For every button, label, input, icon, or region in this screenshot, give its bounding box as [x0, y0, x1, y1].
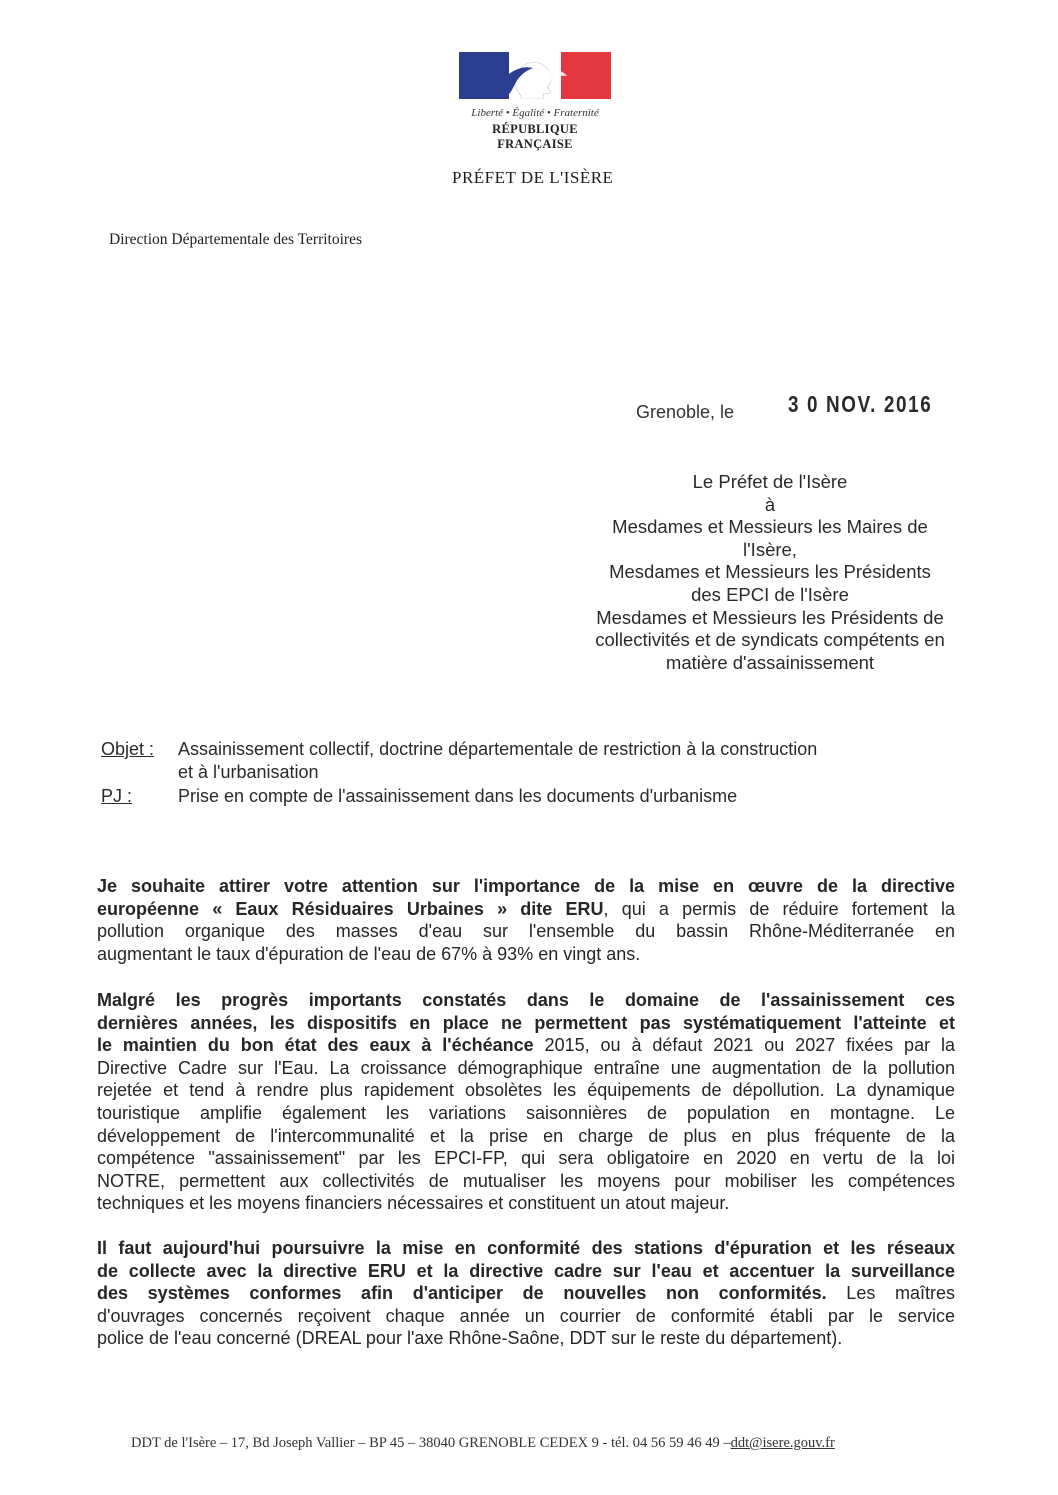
recipient-line: collectivités et de syndicats compétents en — [595, 629, 945, 651]
recipients-block — [560, 471, 980, 674]
subject-label: Objet : — [101, 739, 155, 759]
republic-name: RÉPUBLIQUE FRANÇAISE — [492, 122, 578, 151]
line-rest: , qui a permis de réduire fortement la — [603, 898, 955, 919]
recipient-line: Mesdames et Messieurs les Présidents de — [596, 606, 944, 628]
paragraph-line: techniques et les moyens financiers nécessaires et constituent un atout majeur. — [97, 1193, 730, 1214]
bold-phrase: européenne « Eaux Résiduaires Urbaines » dite ERU — [97, 898, 604, 919]
paragraph-line: d'ouvrages concernés reçoivent chaque année un courrier de conformité établi par le service — [97, 1305, 955, 1326]
recipient-line: l'Isère, — [743, 538, 797, 560]
recipient-line: Mesdames et Messieurs les Maires de — [612, 516, 928, 538]
bold-phrase: le maintien du bon état des eaux à l'échéance — [97, 1035, 534, 1056]
subject-text-line-2: et à l'urbanisation — [178, 762, 319, 782]
date-stamp: 3 0 NOV. 2016 — [788, 391, 933, 417]
paragraph-line: police de l'eau concerné (DREAL pour l'axe Rhône-Saône, DDT sur le reste du département). — [97, 1328, 843, 1349]
paragraph-line: touristique amplifie également les variations saisonnières de population en montagne. Le — [97, 1102, 955, 1123]
paragraph-1 — [97, 875, 955, 965]
footer — [131, 1435, 835, 1452]
paragraph-line — [97, 1034, 955, 1057]
paragraph-line — [97, 1282, 955, 1305]
subject-text-line-1: Assainissement collectif, doctrine départementale de restriction à la construction — [178, 739, 818, 759]
marianne-flag-icon — [459, 52, 611, 99]
recipient-line: des EPCI de l'Isère — [691, 583, 849, 605]
prefet-title: PRÉFET DE L'ISÈRE — [452, 168, 614, 187]
recipient-line: Le Préfet de l'Isère — [692, 471, 848, 492]
paragraph-line: augmentant le taux d'épuration de l'eau de 67% à 93% en vingt ans. — [97, 943, 641, 964]
footer-address: DDT de l'Isère – 17, Bd Joseph Vallier – BP 45 – 38040 GRENOBLE CEDEX 9 - tél. 04 56 59 46 49 – — [131, 1435, 731, 1451]
recipient-line: Mesdames et Messieurs les Présidents — [609, 561, 931, 583]
paragraph-2 — [97, 989, 955, 1215]
line-rest: 2015, ou à défaut 2021 ou 2027 fixées par la — [533, 1035, 955, 1056]
paragraph-line: dernières années, les dispositifs en place ne permettent pas systématiquement l'atteinte et — [97, 1012, 955, 1033]
bold-phrase: des systèmes conformes afin d'anticiper de nouvelles non conformités. — [97, 1283, 827, 1304]
paragraph-line: rejetée et tend à rendre plus rapidement obsolètes les équipements de dépollution. La dynamique — [97, 1080, 955, 1101]
paragraph-line: compétence "assainissement" par les EPCI-FP, qui sera obligatoire en 2020 en vertu de la loi — [97, 1148, 955, 1169]
paragraph-line: de collecte avec la directive ERU et la directive cadre sur l'eau et accentuer la surveillance — [97, 1260, 955, 1281]
paragraph-line: Je souhaite attirer votre attention sur l'importance de la mise en œuvre de la directive — [97, 876, 955, 896]
republic-motto: Liberté • Égalité • Fraternité — [471, 107, 599, 119]
paragraph-line — [97, 898, 955, 921]
paragraph-line: Malgré les progrès importants constatés dans le domaine de l'assainissement ces — [97, 990, 955, 1010]
paragraph-line: NOTRE, permettent aux collectivités de mutualiser les moyens pour mobiliser les compétences — [97, 1170, 955, 1191]
paragraph-line: Il faut aujourd'hui poursuivre la mise en conformité des stations d'épuration et les réseaux — [97, 1238, 955, 1258]
paragraph-3 — [97, 1237, 955, 1350]
paragraph-line: Directive Cadre sur l'Eau. La croissance démographique entraîne une augmentation de la pollution — [97, 1057, 955, 1078]
line-rest: Les maîtres — [826, 1283, 955, 1304]
recipient-line: à — [764, 493, 776, 515]
footer-email-link[interactable]: ddt@isere.gouv.fr — [730, 1435, 835, 1451]
attachment-text: Prise en compte de l'assainissement dans les documents d'urbanisme — [178, 786, 738, 806]
direction-name: Direction Départementale des Territoires — [109, 231, 362, 248]
paragraph-line: développement de l'intercommunalité et la prise en charge de plus en plus fréquente de la — [97, 1125, 955, 1146]
date-place: Grenoble, le — [636, 402, 735, 422]
paragraph-line: pollution organique des masses d'eau sur l'ensemble du bassin Rhône-Méditerranée en — [97, 921, 955, 942]
attachment-label: PJ : — [101, 786, 133, 806]
recipient-line: matière d'assainissement — [665, 651, 875, 673]
